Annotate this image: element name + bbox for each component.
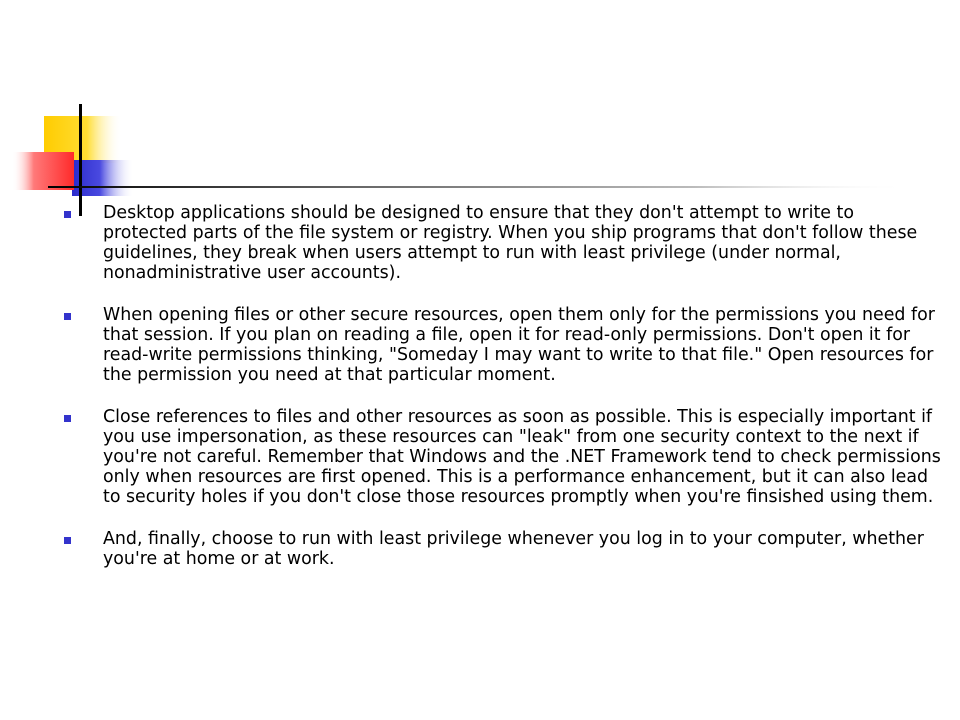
square-bullet-icon xyxy=(64,537,71,544)
list-item xyxy=(62,203,942,283)
horizontal-rule xyxy=(48,186,910,188)
bullet-text: Close references to files and other resources as soon as possible. This is especially important if you use impersonation, as these resources can "leak" from one security context to the next if you're not careful. Remember that Windows and the .NET Framework tend to check permissions only when resources are first opened. This is a performance enhancement, but it can also lead to security holes if you don't close those resources promptly when you're finsished using them. xyxy=(103,407,941,507)
bullet-text: When opening files or other secure resources, open them only for the permissions you need for that session. If you plan on reading a file, open it for read-only permissions. Don't open it for read-write permissions thinking, "Someday I may want to write to that file." Open resources for the permission you need at that particular moment. xyxy=(103,305,935,385)
square-bullet-icon xyxy=(64,211,71,218)
bullet-text: And, finally, choose to run with least privilege whenever you log in to your computer, whether you're at home or at work. xyxy=(103,529,924,569)
bullet-list xyxy=(62,203,942,591)
slide-decoration xyxy=(0,0,960,220)
list-item xyxy=(62,529,942,569)
bullet-text: Desktop applications should be designed to ensure that they don't attempt to write to protected parts of the file system or registry. When you ship programs that don't follow these guidelines, they break when users attempt to run with least privilege (under normal, nonadministrative user accounts). xyxy=(103,203,918,283)
square-bullet-icon xyxy=(64,415,71,422)
red-block xyxy=(12,152,74,190)
square-bullet-icon xyxy=(64,313,71,320)
list-item xyxy=(62,407,942,507)
list-item xyxy=(62,305,942,385)
vertical-rule xyxy=(79,104,82,216)
